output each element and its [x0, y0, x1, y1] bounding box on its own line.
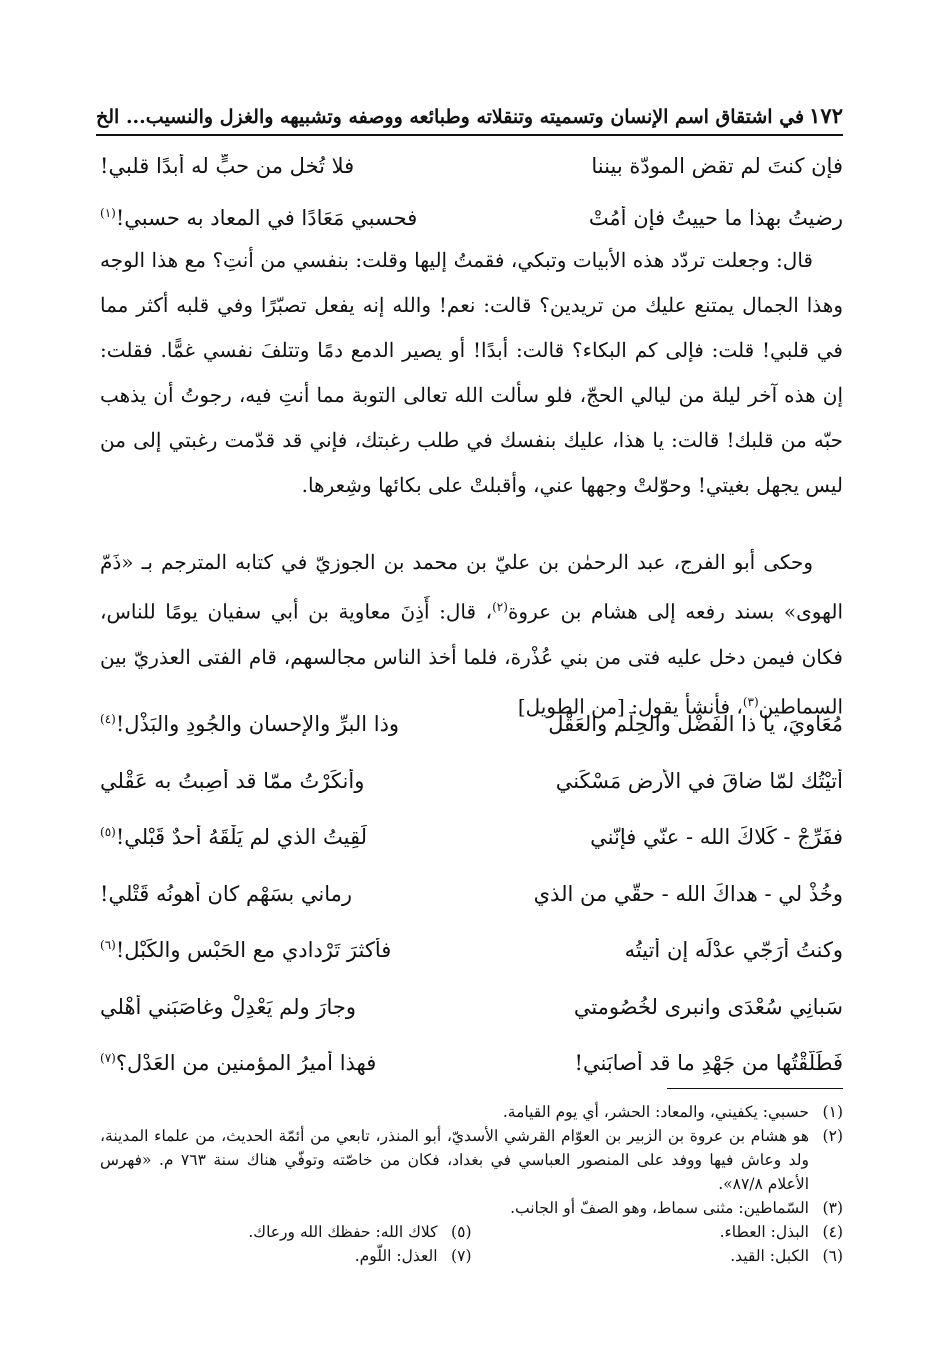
footnote — [100, 1100, 843, 1124]
footnote-ref: (٥) — [100, 825, 116, 840]
footnote-pair — [100, 1220, 843, 1244]
verse-first-hemistich: أتيْتُك لمّا ضاقَ في الأرض مَسْكَني — [555, 768, 843, 793]
verse-first-hemistich: مُعَاوِيَ، يا ذا الفَضْلِ والحِلْمِ والعَقْلِ — [548, 712, 843, 737]
footnote-text: البذل: العطاء. — [719, 1223, 809, 1241]
footnote-ref: (٦) — [100, 938, 116, 953]
footnote-text: السّماطين: مثنى سماط، وهو الصفّ أو الجانب. — [510, 1199, 809, 1217]
footnote-ref: (٤) — [100, 712, 116, 727]
paragraph-text: قال: وجعلت تردّد هذه الأبيات وتبكي، فقمتُ إليها وقلت: بنفسي من أنتِ؟ مع هذا الوجه وهذا الجمال يمتنع عليك من تريدين؟ قالت: نعم! والله إنه يفعل تصبّرًا وفي قلبه أكثر مما في قلبي! قلت: فإلى كم البكاء؟ قالت: أبدًا! أو يصير الدمع دمًا وتتلفَ نفسي غمًّا. فقلت: إن هذه آخر ليلة من ليالي الحجّ، فلو سألت الله تعالى التوبة مما أنتِ فيه، رجوتُ أن يذهب حبّه من قلبك! قالت: يا هذا، عليك بنفسك في طلب رغبتك، فإني قد قدّمت رغبتي إلى من ليس يجهل بغيتي! وحوّلتْ وجهها عني، وأقبلتْ على بكائها وشِعرها. — [100, 248, 844, 497]
paragraph-text: وحكى أبو الفرج، عبد الرحمٰن بن عليّ بن محمد بن الجوزيّ في كتابه المترجم بـ «ذَمّ الهوى» بسند رفعه إلى هشام بن عروة$^{(٢)}$، قال: أَذِنَ معاوية بن أبي سفيان يومًا للناس، فكان فيمن دخل عليه فتى من بني عُذْرة، فلما أخذ الناس مجالسهم، قام الفتى العذريّ بين السماطين$^{(٣)}$، فأنشأ يقول: [من الطويل] — [100, 550, 843, 719]
footnote-number: (٦) — [822, 1247, 843, 1265]
verse-second-hemistich: وجارَ ولم يَعْدِلْ وغاصَبَني أهْلي — [100, 994, 357, 1019]
verse-line — [100, 192, 843, 244]
verse-second-hemistich: فهذا أميرُ المؤمنين من العَدْلِ؟$^{(٧)}$ — [100, 1051, 377, 1076]
footnote-ref: (٧) — [100, 1051, 116, 1066]
verse-first-hemistich: فإن كنتَ لم تقضِ المودّة بيننا — [591, 154, 843, 178]
footnote-text: حسبي: يكفيني، والمعاد: الحشر، أي يوم القيامة. — [502, 1103, 809, 1121]
footnote — [100, 1220, 472, 1244]
footnote-text: العذل: اللّوم. — [354, 1247, 438, 1265]
footnote-number: (١) — [822, 1103, 843, 1121]
footnote — [472, 1244, 844, 1268]
footnote-ref: (٢) — [492, 600, 508, 614]
footnote-pair — [100, 1244, 843, 1268]
verse-line — [100, 866, 843, 923]
footnote-number: (٣) — [822, 1199, 843, 1217]
paragraph — [100, 238, 843, 508]
verse-first-hemistich: وكنتُ أُرَجّي عدْلَه إن أتيتُه — [624, 938, 843, 963]
footnote — [100, 1244, 472, 1268]
verse-first-hemistich: وخُذْ لي - هداكَ الله - حقّي من الذي — [533, 881, 843, 906]
footnote-text: الكبل: القيد. — [730, 1247, 809, 1265]
footnote-ref: (١) — [100, 206, 116, 220]
verse-second-hemistich: رماني بسَهْمٍ كان أهونُه قَتْلي! — [100, 881, 353, 906]
verse-second-hemistich: لَقِيتُ الذي لم يَلْقَهُ أحدٌ قَبْلي!$^{(٥)}$ — [100, 825, 368, 850]
verse-line — [100, 979, 843, 1036]
verse-second-hemistich: فأكثرَ تَرْدادي مع الحَبْسِ والكَبْلِ!$^{(٦)}$ — [100, 938, 392, 963]
page-number: ١٧٢ — [809, 103, 843, 128]
verse-second-hemistich: وأنكَرْتُ ممّا قد أُصِبتُ به عَقْلي — [100, 768, 365, 793]
poem-bottom — [100, 696, 843, 1092]
footnote — [100, 1196, 843, 1220]
footnote-text: كلاك الله: حفظك الله ورعاك. — [248, 1223, 438, 1241]
verse-second-hemistich: وذا البرِّ والإحسانِ والجُودِ والبَذْلِ!$^{(٤)}$ — [100, 712, 400, 737]
footnote-number: (٧) — [451, 1247, 472, 1265]
verse-line — [100, 809, 843, 866]
running-title: في اشتقاق اسم الإنسان وتسميته وتنقلاته وطبائعه ووصفه وتشبيهه والغزل والنسيب... الخ — [96, 106, 805, 128]
verse-line — [100, 696, 843, 753]
verse-line — [100, 1035, 843, 1092]
footnote-divider — [667, 1088, 843, 1089]
footnote-number: (٥) — [451, 1223, 472, 1241]
footnote-ref: (٣) — [742, 694, 759, 709]
verse-line — [100, 922, 843, 979]
verse-second-hemistich: فحسبي مَعَادًا في المعاد به حسبي!$^{(١)}$ — [100, 206, 418, 230]
verse-line — [100, 140, 843, 192]
footnote — [100, 1124, 843, 1196]
poetic-meter: [من الطويل] — [517, 694, 625, 719]
verse-first-hemistich: ففَرِّجْ - كَلاكَ الله - عنّي فإنّني — [590, 825, 843, 850]
verse-second-hemistich: فلا تُخلِ من حبٍّ له أبدًا قلبي! — [100, 154, 355, 178]
verse-first-hemistich: سَبانِي سُعْدَى وانبرى لخُصُومتي — [573, 994, 843, 1019]
footnote-number: (٤) — [822, 1223, 843, 1241]
poem-top — [100, 140, 843, 244]
footnote — [472, 1220, 844, 1244]
footnotes — [100, 1100, 843, 1268]
verse-line — [100, 753, 843, 810]
verse-first-hemistich: رضيتُ بهذا ما حييتُ فإن أمُتْ — [588, 206, 843, 230]
verse-first-hemistich: فَطَلَّقْتُها من جَهْدِ ما قد أصابَني! — [574, 1051, 843, 1076]
running-header — [96, 88, 843, 136]
footnote-text: هو هشام بن عروة بن الزبير بن العوّام القرشي الأسديّ، أبو المنذر، تابعي من أئمّة الحديث، من علماء المدينة، ولد وعاش فيها ووفد على المنصور العباسي في بغداد، فكان من خاصّته وتوفّي هناك سنة ٧٦٣ م. «فهرس الأعلام ٨٧/٨». — [100, 1127, 809, 1193]
footnote-number: (٢) — [822, 1127, 843, 1145]
